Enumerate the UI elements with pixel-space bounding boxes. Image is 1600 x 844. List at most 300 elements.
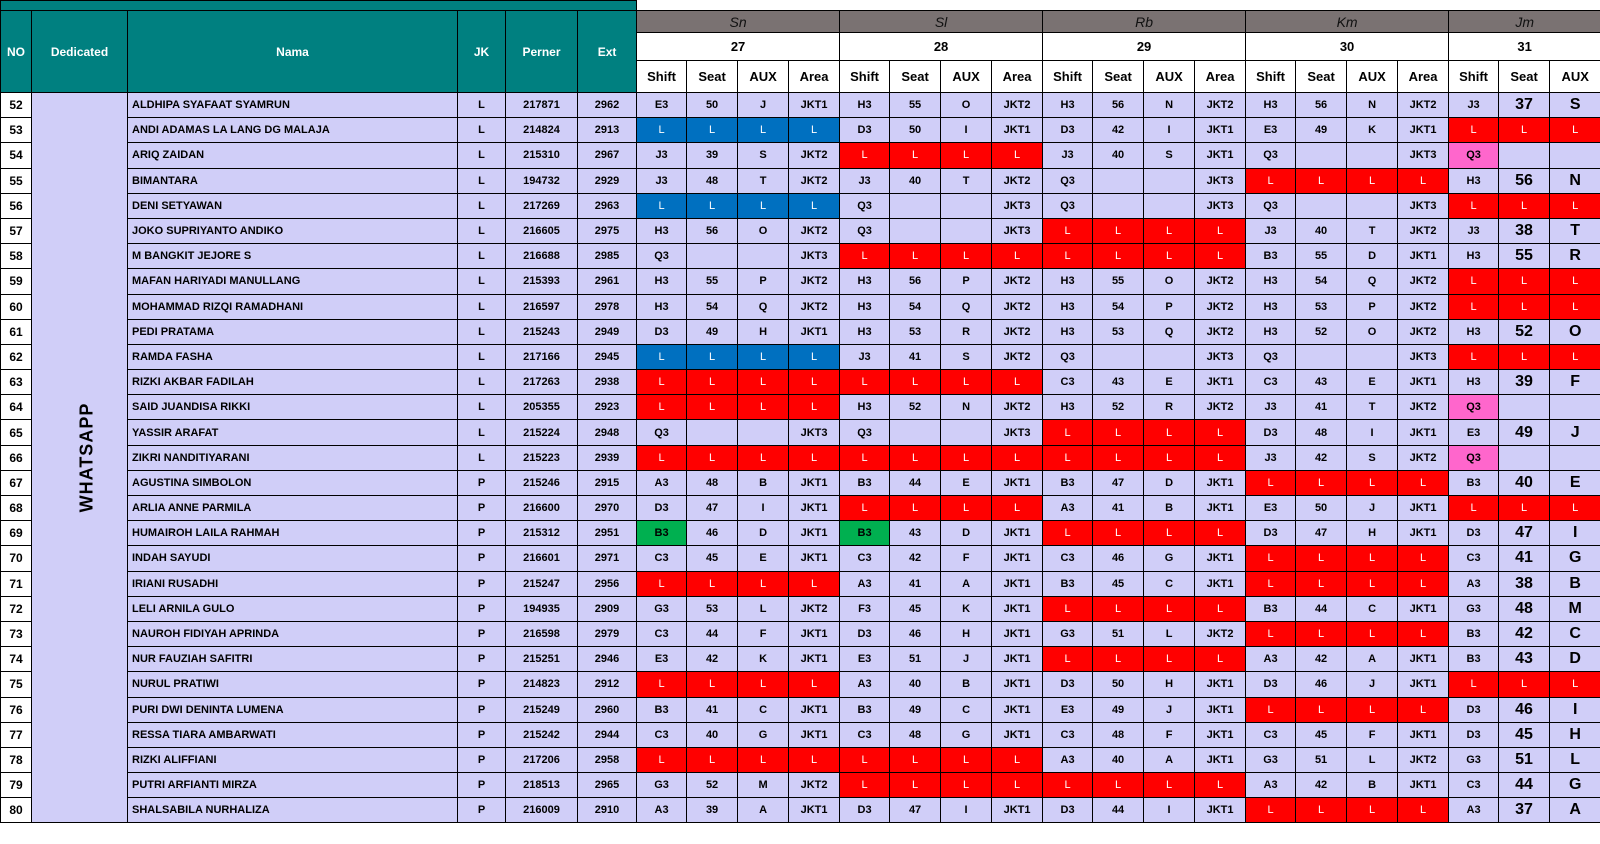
- aux-cell[interactable]: L: [738, 395, 789, 420]
- area-cell[interactable]: L: [789, 193, 840, 218]
- aux-cell[interactable]: L: [941, 747, 992, 772]
- area-cell[interactable]: L: [992, 370, 1043, 395]
- area-cell[interactable]: JKT1: [789, 319, 840, 344]
- ext-cell[interactable]: 2915: [578, 470, 637, 495]
- row-number-cell[interactable]: 53: [1, 118, 32, 143]
- area-cell[interactable]: JKT2: [789, 218, 840, 243]
- seat-cell[interactable]: 37: [1499, 798, 1550, 823]
- area-cell[interactable]: JKT1: [992, 118, 1043, 143]
- seat-cell[interactable]: 41: [687, 697, 738, 722]
- seat-cell[interactable]: 47: [1499, 521, 1550, 546]
- ext-cell[interactable]: 2956: [578, 571, 637, 596]
- aux-cell[interactable]: L: [1144, 647, 1195, 672]
- shift-cell[interactable]: E3: [1449, 420, 1499, 445]
- aux-cell[interactable]: [1347, 344, 1398, 369]
- ext-cell[interactable]: 2946: [578, 647, 637, 672]
- perner-cell[interactable]: 215249: [506, 697, 578, 722]
- area-cell[interactable]: JKT2: [1398, 445, 1449, 470]
- area-cell[interactable]: L: [1195, 773, 1246, 798]
- seat-cell[interactable]: [1499, 395, 1550, 420]
- name-cell[interactable]: YASSIR ARAFAT: [128, 420, 458, 445]
- aux-cell[interactable]: O: [1347, 319, 1398, 344]
- row-number-cell[interactable]: 56: [1, 193, 32, 218]
- shift-cell[interactable]: H3: [1043, 319, 1093, 344]
- area-cell[interactable]: JKT3: [1195, 168, 1246, 193]
- area-cell[interactable]: JKT1: [789, 93, 840, 118]
- aux-cell[interactable]: J: [1144, 697, 1195, 722]
- shift-cell[interactable]: J3: [1449, 93, 1499, 118]
- aux-cell[interactable]: D: [1550, 647, 1600, 672]
- shift-cell[interactable]: B3: [1246, 244, 1296, 269]
- seat-cell[interactable]: 54: [890, 294, 941, 319]
- shift-cell[interactable]: L: [1449, 269, 1499, 294]
- shift-cell[interactable]: G3: [1449, 747, 1499, 772]
- seat-cell[interactable]: 39: [687, 143, 738, 168]
- seat-cell[interactable]: L: [1499, 672, 1550, 697]
- seat-cell[interactable]: 42: [687, 647, 738, 672]
- row-number-cell[interactable]: 54: [1, 143, 32, 168]
- aux-cell[interactable]: [1550, 445, 1600, 470]
- aux-cell[interactable]: T: [1347, 395, 1398, 420]
- shift-cell[interactable]: L: [1043, 596, 1093, 621]
- shift-cell[interactable]: A3: [1246, 647, 1296, 672]
- name-cell[interactable]: NURUL PRATIWI: [128, 672, 458, 697]
- jk-cell[interactable]: L: [458, 344, 506, 369]
- seat-cell[interactable]: 53: [890, 319, 941, 344]
- aux-cell[interactable]: L: [1144, 621, 1195, 646]
- aux-cell[interactable]: L: [1144, 596, 1195, 621]
- aux-cell[interactable]: L: [738, 445, 789, 470]
- shift-cell[interactable]: J3: [637, 168, 687, 193]
- jk-cell[interactable]: L: [458, 370, 506, 395]
- perner-cell[interactable]: 215224: [506, 420, 578, 445]
- shift-cell[interactable]: C3: [840, 722, 890, 747]
- shift-cell[interactable]: L: [637, 193, 687, 218]
- shift-cell[interactable]: Q3: [840, 420, 890, 445]
- shift-cell[interactable]: L: [1449, 193, 1499, 218]
- name-cell[interactable]: RAMDA FASHA: [128, 344, 458, 369]
- aux-cell[interactable]: J: [1550, 420, 1600, 445]
- name-cell[interactable]: PURI DWI DENINTA LUMENA: [128, 697, 458, 722]
- shift-cell[interactable]: D3: [1246, 672, 1296, 697]
- shift-cell[interactable]: H3: [840, 395, 890, 420]
- seat-cell[interactable]: 54: [687, 294, 738, 319]
- shift-cell[interactable]: Q3: [1043, 168, 1093, 193]
- area-cell[interactable]: JKT1: [789, 546, 840, 571]
- seat-cell[interactable]: 49: [687, 319, 738, 344]
- perner-cell[interactable]: 216688: [506, 244, 578, 269]
- seat-cell[interactable]: L: [1499, 118, 1550, 143]
- shift-cell[interactable]: L: [1043, 420, 1093, 445]
- row-number-cell[interactable]: 66: [1, 445, 32, 470]
- shift-cell[interactable]: H3: [1449, 244, 1499, 269]
- aux-cell[interactable]: Q: [1144, 319, 1195, 344]
- ext-cell[interactable]: 2949: [578, 319, 637, 344]
- area-cell[interactable]: L: [992, 496, 1043, 521]
- seat-cell[interactable]: 48: [1093, 722, 1144, 747]
- aux-cell[interactable]: A: [941, 571, 992, 596]
- area-cell[interactable]: JKT2: [1398, 93, 1449, 118]
- seat-cell[interactable]: 45: [1499, 722, 1550, 747]
- perner-cell[interactable]: 214823: [506, 672, 578, 697]
- row-number-cell[interactable]: 77: [1, 722, 32, 747]
- seat-cell[interactable]: 53: [687, 596, 738, 621]
- aux-cell[interactable]: G: [941, 722, 992, 747]
- aux-cell[interactable]: A: [738, 798, 789, 823]
- aux-cell[interactable]: L: [1347, 747, 1398, 772]
- shift-cell[interactable]: L: [1246, 571, 1296, 596]
- shift-cell[interactable]: D3: [840, 798, 890, 823]
- area-cell[interactable]: JKT2: [1195, 269, 1246, 294]
- name-cell[interactable]: MAFAN HARIYADI MANULLANG: [128, 269, 458, 294]
- seat-cell[interactable]: 49: [1296, 118, 1347, 143]
- seat-cell[interactable]: 50: [1296, 496, 1347, 521]
- shift-cell[interactable]: A3: [1246, 773, 1296, 798]
- seat-cell[interactable]: 45: [890, 596, 941, 621]
- shift-cell[interactable]: A3: [1043, 496, 1093, 521]
- shift-cell[interactable]: H3: [840, 269, 890, 294]
- row-number-cell[interactable]: 79: [1, 773, 32, 798]
- area-cell[interactable]: L: [1398, 798, 1449, 823]
- aux-cell[interactable]: N: [1347, 93, 1398, 118]
- shift-cell[interactable]: L: [840, 496, 890, 521]
- seat-cell[interactable]: L: [1296, 697, 1347, 722]
- area-cell[interactable]: JKT1: [1398, 672, 1449, 697]
- seat-cell[interactable]: 40: [1093, 747, 1144, 772]
- shift-cell[interactable]: D3: [1043, 798, 1093, 823]
- aux-cell[interactable]: L: [1550, 747, 1600, 772]
- perner-cell[interactable]: 218513: [506, 773, 578, 798]
- area-cell[interactable]: JKT1: [1195, 747, 1246, 772]
- shift-cell[interactable]: L: [637, 747, 687, 772]
- area-cell[interactable]: JKT2: [992, 344, 1043, 369]
- aux-cell[interactable]: L: [1347, 571, 1398, 596]
- ext-cell[interactable]: 2938: [578, 370, 637, 395]
- perner-cell[interactable]: 194935: [506, 596, 578, 621]
- aux-cell[interactable]: L: [941, 773, 992, 798]
- seat-cell[interactable]: L: [687, 193, 738, 218]
- seat-cell[interactable]: L: [1499, 294, 1550, 319]
- shift-cell[interactable]: L: [1246, 470, 1296, 495]
- shift-cell[interactable]: Q3: [840, 193, 890, 218]
- area-cell[interactable]: L: [992, 244, 1043, 269]
- aux-cell[interactable]: B: [1550, 571, 1600, 596]
- aux-cell[interactable]: D: [1144, 470, 1195, 495]
- aux-cell[interactable]: S: [738, 143, 789, 168]
- aux-cell[interactable]: I: [1144, 798, 1195, 823]
- area-cell[interactable]: L: [789, 672, 840, 697]
- shift-cell[interactable]: G3: [637, 596, 687, 621]
- ext-cell[interactable]: 2965: [578, 773, 637, 798]
- seat-cell[interactable]: L: [890, 370, 941, 395]
- area-cell[interactable]: L: [789, 118, 840, 143]
- area-cell[interactable]: JKT1: [1398, 496, 1449, 521]
- area-cell[interactable]: JKT2: [789, 773, 840, 798]
- area-cell[interactable]: JKT1: [992, 798, 1043, 823]
- aux-cell[interactable]: G: [738, 722, 789, 747]
- seat-cell[interactable]: 52: [1499, 319, 1550, 344]
- seat-cell[interactable]: 50: [1093, 672, 1144, 697]
- aux-cell[interactable]: F: [941, 546, 992, 571]
- row-number-cell[interactable]: 64: [1, 395, 32, 420]
- aux-cell[interactable]: L: [1144, 420, 1195, 445]
- aux-cell[interactable]: L: [1550, 118, 1600, 143]
- area-cell[interactable]: JKT2: [789, 269, 840, 294]
- aux-cell[interactable]: L: [738, 118, 789, 143]
- name-cell[interactable]: HUMAIROH LAILA RAHMAH: [128, 521, 458, 546]
- perner-cell[interactable]: 217206: [506, 747, 578, 772]
- seat-cell[interactable]: 38: [1499, 218, 1550, 243]
- seat-cell[interactable]: 53: [1296, 294, 1347, 319]
- row-number-cell[interactable]: 70: [1, 546, 32, 571]
- seat-cell[interactable]: 43: [1296, 370, 1347, 395]
- aux-cell[interactable]: [1347, 143, 1398, 168]
- row-number-cell[interactable]: 76: [1, 697, 32, 722]
- aux-cell[interactable]: T: [941, 168, 992, 193]
- seat-cell[interactable]: L: [1499, 496, 1550, 521]
- area-cell[interactable]: L: [1398, 571, 1449, 596]
- name-cell[interactable]: PUTRI ARFIANTI MIRZA: [128, 773, 458, 798]
- row-number-cell[interactable]: 65: [1, 420, 32, 445]
- aux-cell[interactable]: P: [1144, 294, 1195, 319]
- shift-cell[interactable]: B3: [1449, 647, 1499, 672]
- seat-cell[interactable]: 43: [1093, 370, 1144, 395]
- aux-cell[interactable]: [1550, 143, 1600, 168]
- aux-cell[interactable]: J: [1347, 496, 1398, 521]
- aux-cell[interactable]: S: [1144, 143, 1195, 168]
- shift-cell[interactable]: H3: [1449, 168, 1499, 193]
- aux-cell[interactable]: D: [1347, 244, 1398, 269]
- seat-cell[interactable]: L: [890, 445, 941, 470]
- seat-cell[interactable]: L: [1093, 420, 1144, 445]
- area-cell[interactable]: JKT1: [789, 521, 840, 546]
- area-cell[interactable]: JKT1: [1195, 546, 1246, 571]
- shift-cell[interactable]: C3: [1449, 546, 1499, 571]
- row-number-cell[interactable]: 71: [1, 571, 32, 596]
- shift-cell[interactable]: L: [840, 244, 890, 269]
- area-cell[interactable]: L: [1195, 521, 1246, 546]
- area-cell[interactable]: JKT1: [1398, 596, 1449, 621]
- jk-cell[interactable]: P: [458, 747, 506, 772]
- shift-cell[interactable]: L: [1043, 773, 1093, 798]
- shift-cell[interactable]: L: [637, 445, 687, 470]
- seat-cell[interactable]: 46: [1093, 546, 1144, 571]
- ext-cell[interactable]: 2945: [578, 344, 637, 369]
- aux-cell[interactable]: C: [1347, 596, 1398, 621]
- aux-cell[interactable]: K: [941, 596, 992, 621]
- shift-cell[interactable]: E3: [1043, 697, 1093, 722]
- seat-cell[interactable]: L: [1093, 647, 1144, 672]
- aux-cell[interactable]: C: [1550, 621, 1600, 646]
- name-cell[interactable]: PEDI PRATAMA: [128, 319, 458, 344]
- jk-cell[interactable]: P: [458, 596, 506, 621]
- name-cell[interactable]: INDAH SAYUDI: [128, 546, 458, 571]
- shift-cell[interactable]: L: [1449, 294, 1499, 319]
- seat-cell[interactable]: 46: [890, 621, 941, 646]
- seat-cell[interactable]: 43: [890, 521, 941, 546]
- seat-cell[interactable]: [1093, 168, 1144, 193]
- ext-cell[interactable]: 2958: [578, 747, 637, 772]
- seat-cell[interactable]: 40: [1093, 143, 1144, 168]
- aux-cell[interactable]: J: [1347, 672, 1398, 697]
- perner-cell[interactable]: 194732: [506, 168, 578, 193]
- area-cell[interactable]: JKT2: [1195, 621, 1246, 646]
- area-cell[interactable]: JKT1: [1195, 118, 1246, 143]
- shift-cell[interactable]: C3: [1043, 722, 1093, 747]
- area-cell[interactable]: JKT1: [992, 470, 1043, 495]
- row-number-cell[interactable]: 62: [1, 344, 32, 369]
- seat-cell[interactable]: 44: [890, 470, 941, 495]
- seat-cell[interactable]: 44: [1296, 596, 1347, 621]
- shift-cell[interactable]: H3: [1043, 395, 1093, 420]
- area-cell[interactable]: JKT1: [1398, 647, 1449, 672]
- aux-cell[interactable]: B: [738, 470, 789, 495]
- aux-cell[interactable]: F: [738, 621, 789, 646]
- aux-cell[interactable]: E: [941, 470, 992, 495]
- aux-cell[interactable]: Q: [941, 294, 992, 319]
- shift-cell[interactable]: L: [637, 395, 687, 420]
- shift-cell[interactable]: B3: [1043, 470, 1093, 495]
- area-cell[interactable]: JKT2: [1398, 747, 1449, 772]
- seat-cell[interactable]: L: [890, 747, 941, 772]
- shift-cell[interactable]: B3: [840, 470, 890, 495]
- dedicated-cell[interactable]: [32, 93, 128, 823]
- aux-cell[interactable]: F: [1144, 722, 1195, 747]
- area-cell[interactable]: JKT3: [992, 420, 1043, 445]
- shift-cell[interactable]: Q3: [1043, 344, 1093, 369]
- seat-cell[interactable]: [687, 420, 738, 445]
- aux-cell[interactable]: L: [1550, 294, 1600, 319]
- seat-cell[interactable]: L: [890, 143, 941, 168]
- name-cell[interactable]: ARIQ ZAIDAN: [128, 143, 458, 168]
- seat-cell[interactable]: 50: [890, 118, 941, 143]
- seat-cell[interactable]: L: [687, 395, 738, 420]
- row-number-cell[interactable]: 63: [1, 370, 32, 395]
- seat-cell[interactable]: 55: [1499, 244, 1550, 269]
- shift-cell[interactable]: Q3: [1246, 344, 1296, 369]
- area-cell[interactable]: JKT2: [992, 395, 1043, 420]
- jk-cell[interactable]: L: [458, 143, 506, 168]
- area-cell[interactable]: JKT1: [1195, 722, 1246, 747]
- jk-cell[interactable]: P: [458, 798, 506, 823]
- aux-cell[interactable]: S: [1550, 93, 1600, 118]
- perner-cell[interactable]: 215310: [506, 143, 578, 168]
- shift-cell[interactable]: A3: [840, 571, 890, 596]
- shift-cell[interactable]: B3: [1246, 596, 1296, 621]
- row-number-cell[interactable]: 59: [1, 269, 32, 294]
- shift-cell[interactable]: J3: [1043, 143, 1093, 168]
- aux-cell[interactable]: B: [1144, 496, 1195, 521]
- aux-cell[interactable]: N: [941, 395, 992, 420]
- area-cell[interactable]: JKT1: [992, 697, 1043, 722]
- shift-cell[interactable]: L: [637, 672, 687, 697]
- seat-cell[interactable]: [890, 420, 941, 445]
- aux-cell[interactable]: [1144, 193, 1195, 218]
- area-cell[interactable]: JKT1: [789, 496, 840, 521]
- shift-cell[interactable]: H3: [840, 319, 890, 344]
- seat-cell[interactable]: 56: [687, 218, 738, 243]
- seat-cell[interactable]: 42: [1499, 621, 1550, 646]
- seat-cell[interactable]: 40: [1499, 470, 1550, 495]
- seat-cell[interactable]: 55: [1296, 244, 1347, 269]
- shift-cell[interactable]: L: [1043, 647, 1093, 672]
- seat-cell[interactable]: 44: [687, 621, 738, 646]
- shift-cell[interactable]: F3: [840, 596, 890, 621]
- shift-cell[interactable]: L: [1449, 118, 1499, 143]
- shift-cell[interactable]: L: [1043, 244, 1093, 269]
- aux-cell[interactable]: G: [1550, 546, 1600, 571]
- aux-cell[interactable]: S: [1347, 445, 1398, 470]
- shift-cell[interactable]: D3: [1246, 521, 1296, 546]
- shift-cell[interactable]: Q3: [1449, 445, 1499, 470]
- shift-cell[interactable]: Q3: [637, 420, 687, 445]
- shift-cell[interactable]: L: [637, 370, 687, 395]
- name-cell[interactable]: NAUROH FIDIYAH APRINDA: [128, 621, 458, 646]
- jk-cell[interactable]: P: [458, 546, 506, 571]
- shift-cell[interactable]: H3: [840, 294, 890, 319]
- ext-cell[interactable]: 2960: [578, 697, 637, 722]
- jk-cell[interactable]: P: [458, 521, 506, 546]
- area-cell[interactable]: JKT2: [992, 168, 1043, 193]
- shift-cell[interactable]: Q3: [637, 244, 687, 269]
- perner-cell[interactable]: 215393: [506, 269, 578, 294]
- shift-cell[interactable]: L: [1449, 344, 1499, 369]
- shift-cell[interactable]: D3: [1449, 521, 1499, 546]
- aux-cell[interactable]: [1144, 168, 1195, 193]
- area-cell[interactable]: L: [1195, 218, 1246, 243]
- aux-cell[interactable]: G: [1144, 546, 1195, 571]
- aux-cell[interactable]: C: [738, 697, 789, 722]
- seat-cell[interactable]: 55: [687, 269, 738, 294]
- jk-cell[interactable]: L: [458, 118, 506, 143]
- seat-cell[interactable]: 41: [1296, 395, 1347, 420]
- seat-cell[interactable]: 46: [687, 521, 738, 546]
- seat-cell[interactable]: 49: [1093, 697, 1144, 722]
- seat-cell[interactable]: L: [1296, 470, 1347, 495]
- area-cell[interactable]: JKT3: [1398, 143, 1449, 168]
- area-cell[interactable]: JKT3: [1195, 344, 1246, 369]
- aux-cell[interactable]: L: [941, 143, 992, 168]
- aux-cell[interactable]: I: [1550, 521, 1600, 546]
- seat-cell[interactable]: 56: [1499, 168, 1550, 193]
- ext-cell[interactable]: 2929: [578, 168, 637, 193]
- jk-cell[interactable]: L: [458, 193, 506, 218]
- area-cell[interactable]: JKT1: [1398, 370, 1449, 395]
- name-cell[interactable]: ARLIA ANNE PARMILA: [128, 496, 458, 521]
- perner-cell[interactable]: 217166: [506, 344, 578, 369]
- aux-cell[interactable]: T: [1347, 218, 1398, 243]
- area-cell[interactable]: JKT2: [789, 168, 840, 193]
- aux-cell[interactable]: O: [1144, 269, 1195, 294]
- perner-cell[interactable]: 216598: [506, 621, 578, 646]
- aux-cell[interactable]: K: [1347, 118, 1398, 143]
- area-cell[interactable]: L: [992, 747, 1043, 772]
- seat-cell[interactable]: 42: [1296, 773, 1347, 798]
- area-cell[interactable]: JKT1: [1398, 118, 1449, 143]
- aux-cell[interactable]: L: [1144, 218, 1195, 243]
- aux-cell[interactable]: O: [1550, 319, 1600, 344]
- aux-cell[interactable]: L: [1347, 798, 1398, 823]
- perner-cell[interactable]: 215242: [506, 722, 578, 747]
- aux-cell[interactable]: I: [738, 496, 789, 521]
- seat-cell[interactable]: 45: [687, 546, 738, 571]
- shift-cell[interactable]: L: [840, 370, 890, 395]
- ext-cell[interactable]: 2963: [578, 193, 637, 218]
- ext-cell[interactable]: 2961: [578, 269, 637, 294]
- aux-cell[interactable]: A: [1347, 647, 1398, 672]
- area-cell[interactable]: L: [1195, 420, 1246, 445]
- shift-cell[interactable]: H3: [1246, 269, 1296, 294]
